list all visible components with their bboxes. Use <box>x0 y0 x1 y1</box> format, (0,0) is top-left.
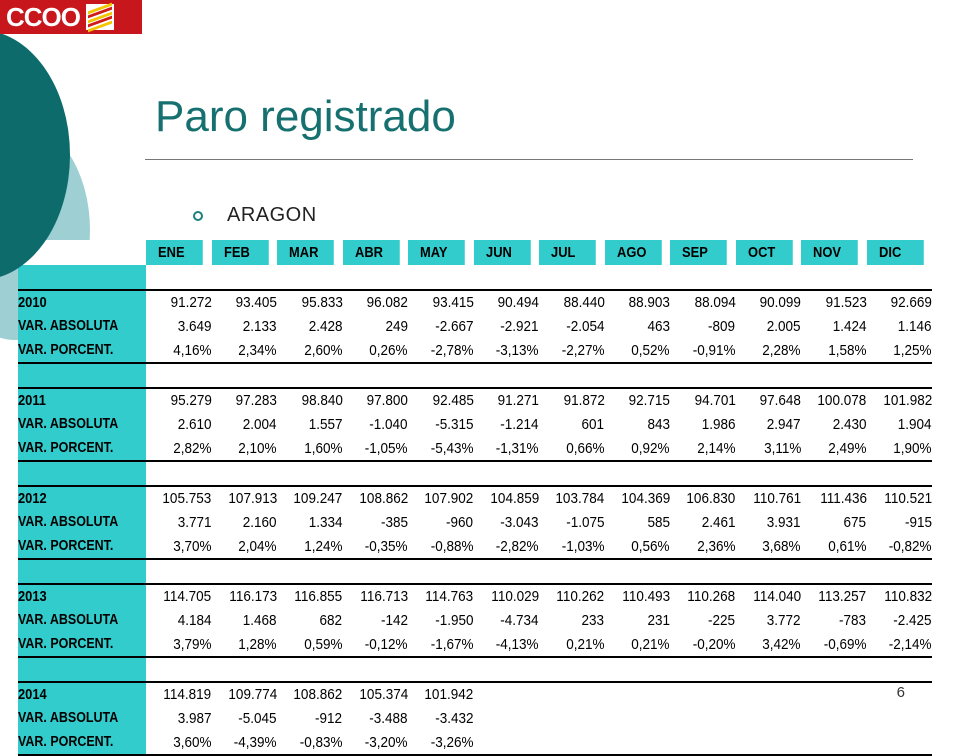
value-cell: 96.082 <box>343 290 409 315</box>
value-cell: 1.424 <box>832 317 867 335</box>
var-porcent-label: VAR. PORCENT. <box>18 437 146 462</box>
region-label: ARAGON <box>227 204 317 226</box>
value-cell: 116.173 <box>212 584 278 609</box>
year-label: 2013 <box>18 584 146 609</box>
var-absoluta-label: VAR. ABSOLUTA <box>18 510 146 535</box>
value-cell: 114.763 <box>408 584 474 609</box>
value-cell: 90.494 <box>474 290 540 315</box>
value-cell: 3.931 <box>767 513 801 531</box>
year-total-row <box>18 682 932 707</box>
value-cell: -1.214 <box>500 415 539 433</box>
value-cell: 111.436 <box>801 486 867 511</box>
value-cell <box>867 706 933 731</box>
value-cell: 1,28% <box>212 633 278 658</box>
month-header: DIC <box>867 240 923 265</box>
value-cell <box>801 682 867 707</box>
value-cell: 108.862 <box>343 486 409 511</box>
value-cell: -5.045 <box>238 709 277 727</box>
value-cell: 97.283 <box>212 388 278 413</box>
value-cell: 0,92% <box>605 437 671 462</box>
value-cell: 1,90% <box>867 437 933 462</box>
value-cell: 2,60% <box>277 339 343 364</box>
value-cell <box>539 731 605 756</box>
value-cell: 98.840 <box>277 388 343 413</box>
value-cell: 0,21% <box>605 633 671 658</box>
value-cell: -3.043 <box>500 513 539 531</box>
value-cell: -142 <box>380 611 408 629</box>
value-cell: 2.005 <box>767 317 801 335</box>
month-header: ABR <box>343 240 399 265</box>
value-cell: -2.054 <box>566 317 605 335</box>
table-header-row <box>18 240 932 265</box>
value-cell <box>670 706 736 731</box>
month-header: ENE <box>146 240 202 265</box>
var-porcent-label: VAR. PORCENT. <box>18 633 146 658</box>
value-cell: 101.982 <box>867 388 933 413</box>
value-cell <box>801 731 867 756</box>
value-cell: 93.405 <box>212 290 278 315</box>
value-cell: 90.099 <box>736 290 802 315</box>
month-header: JUN <box>474 240 530 265</box>
value-cell: 110.521 <box>867 486 933 511</box>
value-cell: 601 <box>581 415 605 433</box>
value-cell: -2.667 <box>435 317 474 335</box>
absolute-change-row <box>18 314 932 339</box>
value-cell: -1,31% <box>474 437 540 462</box>
ccoo-logo <box>0 0 142 34</box>
page-title: Paro registrado <box>155 92 456 141</box>
value-cell: 92.485 <box>408 388 474 413</box>
value-cell: 88.094 <box>670 290 736 315</box>
value-cell: 3,68% <box>736 535 802 560</box>
month-header: NOV <box>801 240 857 265</box>
value-cell: 249 <box>385 317 408 335</box>
month-header: JUL <box>539 240 595 265</box>
value-cell: -0,12% <box>343 633 409 658</box>
value-cell: 95.833 <box>277 290 343 315</box>
value-cell: -0,88% <box>408 535 474 560</box>
absolute-change-row <box>18 608 932 633</box>
value-cell: 0,56% <box>605 535 671 560</box>
value-cell: 2,14% <box>670 437 736 462</box>
value-cell: 2.461 <box>701 513 736 531</box>
value-cell: -2.425 <box>893 611 932 629</box>
value-cell: 92.669 <box>867 290 933 315</box>
value-cell: 1.334 <box>308 513 343 531</box>
year-label: 2010 <box>18 290 146 315</box>
value-cell <box>736 731 802 756</box>
title-divider <box>145 159 913 160</box>
percent-change-row <box>18 535 932 560</box>
value-cell: 4.184 <box>177 611 212 629</box>
value-cell <box>670 682 736 707</box>
value-cell: 110.493 <box>605 584 671 609</box>
value-cell: 104.859 <box>474 486 540 511</box>
value-cell: 2,34% <box>212 339 278 364</box>
value-cell: 113.257 <box>801 584 867 609</box>
value-cell: 1,24% <box>277 535 343 560</box>
value-cell: 231 <box>647 611 670 629</box>
value-cell: -1.075 <box>566 513 605 531</box>
value-cell <box>539 706 605 731</box>
value-cell <box>605 682 671 707</box>
value-cell: -5,43% <box>408 437 474 462</box>
value-cell <box>474 731 540 756</box>
var-absoluta-label: VAR. ABSOLUTA <box>18 706 146 731</box>
value-cell: 92.715 <box>605 388 671 413</box>
value-cell: 0,21% <box>539 633 605 658</box>
value-cell <box>801 706 867 731</box>
value-cell: 0,26% <box>343 339 409 364</box>
var-absoluta-label: VAR. ABSOLUTA <box>18 314 146 339</box>
value-cell: 114.705 <box>146 584 212 609</box>
value-cell <box>474 706 540 731</box>
value-cell: 97.648 <box>736 388 802 413</box>
value-cell: -0,82% <box>867 535 933 560</box>
value-cell: -2,14% <box>867 633 933 658</box>
value-cell: 114.040 <box>736 584 802 609</box>
value-cell: -5.315 <box>435 415 474 433</box>
value-cell: 3,70% <box>146 535 212 560</box>
value-cell: 105.374 <box>343 682 409 707</box>
value-cell <box>867 731 933 756</box>
value-cell: 1.468 <box>243 611 277 629</box>
value-cell: 104.369 <box>605 486 671 511</box>
value-cell: 110.262 <box>539 584 605 609</box>
value-cell: -3.488 <box>369 709 408 727</box>
value-cell: 88.440 <box>539 290 605 315</box>
value-cell: -385 <box>380 513 408 531</box>
value-cell: -2.921 <box>500 317 539 335</box>
year-total-row <box>18 486 932 511</box>
value-cell: 109.247 <box>277 486 343 511</box>
value-cell: 95.279 <box>146 388 212 413</box>
value-cell: 107.902 <box>408 486 474 511</box>
value-cell: 88.903 <box>605 290 671 315</box>
value-cell: -783 <box>839 611 867 629</box>
value-cell <box>474 682 540 707</box>
value-cell: 2,49% <box>801 437 867 462</box>
value-cell: -0,69% <box>801 633 867 658</box>
value-cell: -809 <box>708 317 736 335</box>
value-cell: -4,39% <box>212 731 278 756</box>
percent-change-row <box>18 437 932 462</box>
value-cell: -0,20% <box>670 633 736 658</box>
value-cell <box>736 682 802 707</box>
value-cell: 843 <box>647 415 670 433</box>
value-cell: -2,78% <box>408 339 474 364</box>
value-cell: 116.713 <box>343 584 409 609</box>
value-cell: 105.753 <box>146 486 212 511</box>
value-cell <box>605 706 671 731</box>
year-label: 2011 <box>18 388 146 413</box>
value-cell: 0,59% <box>277 633 343 658</box>
value-cell <box>605 731 671 756</box>
value-cell: 233 <box>581 611 605 629</box>
month-header: OCT <box>736 240 792 265</box>
logo-text: CCOO <box>6 1 80 32</box>
value-cell: 1.557 <box>308 415 343 433</box>
value-cell: 675 <box>843 513 867 531</box>
value-cell: 3,60% <box>146 731 212 756</box>
value-cell: 2.430 <box>832 415 867 433</box>
value-cell: 3.771 <box>177 513 212 531</box>
value-cell: -0,83% <box>277 731 343 756</box>
value-cell: 2.004 <box>243 415 277 433</box>
value-cell: 91.271 <box>474 388 540 413</box>
value-cell: -1,05% <box>343 437 409 462</box>
value-cell: 3,11% <box>736 437 802 462</box>
value-cell: 114.819 <box>146 682 212 707</box>
value-cell: -4.734 <box>500 611 539 629</box>
value-cell: 0,66% <box>539 437 605 462</box>
year-total-row <box>18 584 932 609</box>
value-cell <box>736 706 802 731</box>
value-cell: -2,82% <box>474 535 540 560</box>
month-header: MAY <box>408 240 464 265</box>
value-cell: 1,60% <box>277 437 343 462</box>
value-cell: 110.832 <box>867 584 933 609</box>
value-cell: -1,67% <box>408 633 474 658</box>
value-cell: -2,27% <box>539 339 605 364</box>
value-cell: 109.774 <box>212 682 278 707</box>
value-cell: -0,91% <box>670 339 736 364</box>
percent-change-row <box>18 633 932 658</box>
value-cell: 108.862 <box>277 682 343 707</box>
unemployment-table <box>18 240 932 756</box>
value-cell: 1.146 <box>898 317 932 335</box>
value-cell: 101.942 <box>408 682 474 707</box>
value-cell: 110.761 <box>736 486 802 511</box>
value-cell: -3,13% <box>474 339 540 364</box>
value-cell <box>670 731 736 756</box>
value-cell: -960 <box>446 513 474 531</box>
value-cell: 91.523 <box>801 290 867 315</box>
percent-change-row <box>18 339 932 364</box>
month-header: SEP <box>670 240 726 265</box>
page-number: 6 <box>896 684 905 701</box>
value-cell: 110.268 <box>670 584 736 609</box>
value-cell: 1,25% <box>867 339 933 364</box>
value-cell: 107.913 <box>212 486 278 511</box>
value-cell: 103.784 <box>539 486 605 511</box>
value-cell: 110.029 <box>474 584 540 609</box>
year-total-row <box>18 290 932 315</box>
value-cell: 2.133 <box>243 317 277 335</box>
year-total-row <box>18 388 932 413</box>
value-cell: 4,16% <box>146 339 212 364</box>
absolute-change-row <box>18 412 932 437</box>
value-cell: 0,61% <box>801 535 867 560</box>
value-cell: 0,52% <box>605 339 671 364</box>
value-cell: 2,82% <box>146 437 212 462</box>
value-cell: 97.800 <box>343 388 409 413</box>
value-cell: 94.701 <box>670 388 736 413</box>
value-cell <box>539 682 605 707</box>
value-cell: -225 <box>708 611 736 629</box>
value-cell: -3,20% <box>343 731 409 756</box>
bullet-item <box>193 204 317 227</box>
aragon-flag-icon <box>86 4 114 30</box>
value-cell: 682 <box>319 611 343 629</box>
value-cell: 93.415 <box>408 290 474 315</box>
value-cell: 3.987 <box>177 709 212 727</box>
value-cell: 106.830 <box>670 486 736 511</box>
circle-bullet-icon <box>193 211 203 221</box>
value-cell: 2.428 <box>308 317 343 335</box>
value-cell: 2,36% <box>670 535 736 560</box>
var-porcent-label: VAR. PORCENT. <box>18 339 146 364</box>
value-cell: 2,10% <box>212 437 278 462</box>
value-cell: -3,26% <box>408 731 474 756</box>
var-porcent-label: VAR. PORCENT. <box>18 731 146 756</box>
year-label: 2012 <box>18 486 146 511</box>
value-cell: 1,58% <box>801 339 867 364</box>
value-cell: 2,28% <box>736 339 802 364</box>
value-cell: 3,42% <box>736 633 802 658</box>
absolute-change-row <box>18 510 932 535</box>
value-cell: 100.078 <box>801 388 867 413</box>
value-cell: 3.649 <box>177 317 212 335</box>
value-cell: -915 <box>904 513 932 531</box>
value-cell: -1.040 <box>369 415 408 433</box>
value-cell: 1.986 <box>701 415 736 433</box>
value-cell: 2.160 <box>243 513 277 531</box>
value-cell: 116.855 <box>277 584 343 609</box>
value-cell: 2.610 <box>177 415 212 433</box>
value-cell: 2,04% <box>212 535 278 560</box>
value-cell: 91.272 <box>146 290 212 315</box>
value-cell: -1.950 <box>435 611 474 629</box>
var-porcent-label: VAR. PORCENT. <box>18 535 146 560</box>
percent-change-row <box>18 731 932 756</box>
month-header: MAR <box>277 240 333 265</box>
value-cell: -1,03% <box>539 535 605 560</box>
value-cell: 2.947 <box>767 415 801 433</box>
month-header: FEB <box>212 240 268 265</box>
month-header: AGO <box>605 240 661 265</box>
value-cell: -3.432 <box>435 709 474 727</box>
value-cell: 3.772 <box>767 611 801 629</box>
value-cell: 3,79% <box>146 633 212 658</box>
var-absoluta-label: VAR. ABSOLUTA <box>18 608 146 633</box>
value-cell: -912 <box>315 709 343 727</box>
value-cell: 585 <box>647 513 670 531</box>
value-cell: 463 <box>647 317 670 335</box>
var-absoluta-label: VAR. ABSOLUTA <box>18 412 146 437</box>
absolute-change-row <box>18 706 932 731</box>
value-cell: 91.872 <box>539 388 605 413</box>
value-cell: 1.904 <box>898 415 932 433</box>
value-cell: -0,35% <box>343 535 409 560</box>
year-label: 2014 <box>18 682 146 707</box>
value-cell: -4,13% <box>474 633 540 658</box>
